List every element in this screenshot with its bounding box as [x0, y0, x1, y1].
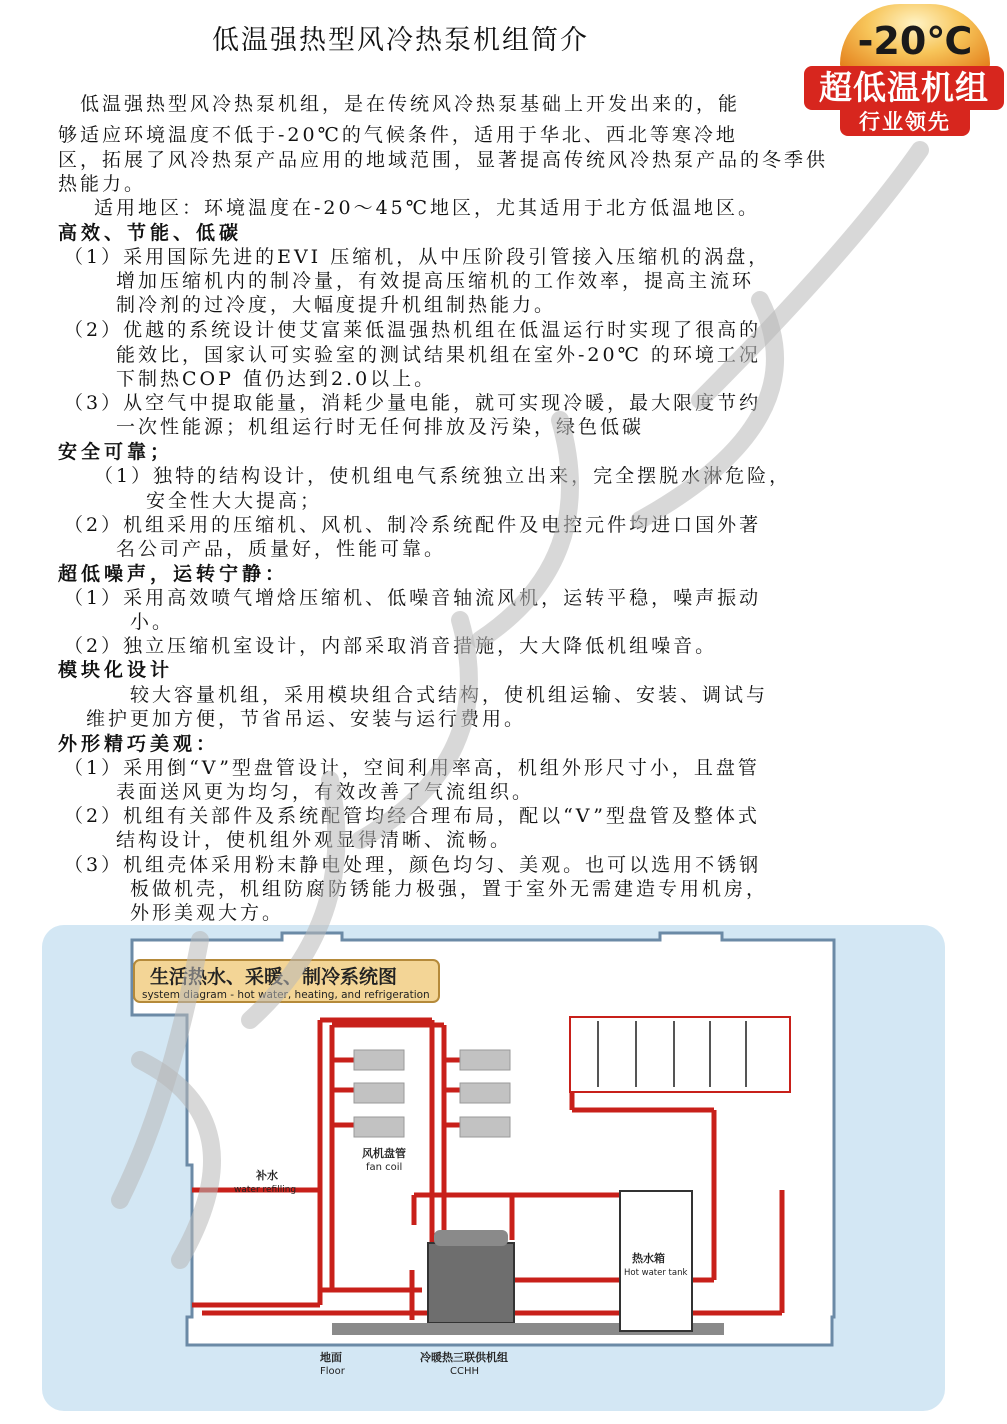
list-item-continuation: 增加压缩机内的制冷量，有效提高压缩机的工作效率，提高主流环 — [116, 270, 755, 292]
refill-label-cn: 补水 — [256, 1169, 278, 1182]
list-item-continuation: 制冷剂的过冷度，大幅度提升机组制热能力。 — [116, 294, 557, 316]
unit-label-en: CCHH — [450, 1366, 480, 1377]
tank-label-en: Hot water tank — [624, 1268, 688, 1278]
list-item: （2）机组有关部件及系统配管均经合理布局，配以“V”型盘管及整体式 — [64, 805, 760, 827]
section-heading-modular: 模块化设计 — [58, 659, 174, 681]
diagram-title-cn: 生活热水、采暖、制冷系统图 — [150, 966, 398, 988]
tank-label-cn: 热水箱 — [632, 1252, 665, 1265]
page-title: 低温强热型风冷热泵机组简介 — [212, 25, 589, 56]
paragraph-line: 较大容量机组，采用模块组合式结构，使机组运输、安装、调试与 — [130, 684, 769, 706]
badge-temperature: -20℃ — [840, 4, 990, 70]
refill-label-en: water refilling — [234, 1185, 297, 1195]
list-item-continuation: 板做机壳，机组防腐防锈能力极强，置于室外无需建造专用机房， — [130, 878, 769, 900]
list-item: （1）采用倒“V”型盘管设计，空间利用率高，机组外形尺寸小，且盘管 — [64, 757, 760, 779]
list-item: （3）机组壳体采用粉末静电处理，颜色均匀、美观。也可以选用不锈钢 — [64, 854, 762, 876]
system-diagram — [42, 925, 945, 1411]
list-item: （1）独特的结构设计，使机组电气系统独立出来，完全摆脱水淋危险， — [94, 465, 792, 487]
list-item: （2）机组采用的压缩机、风机、制冷系统配件及电控元件均进口国外著 — [64, 514, 762, 536]
system-diagram-drawing — [42, 925, 945, 1411]
list-item-continuation: 名公司产品，质量好，性能可靠。 — [116, 538, 447, 560]
list-item-continuation: 安全性大大提高； — [146, 490, 323, 512]
list-item-continuation: 下制热COP 值仍达到2.0以上。 — [116, 368, 437, 390]
region-line: 适用地区：环境温度在-20～45℃地区，尤其适用于北方低温地区。 — [72, 197, 761, 219]
badge-main-label: 超低温机组 — [804, 66, 1004, 110]
list-item-continuation: 表面送风更为均匀，有效改善了气流组织。 — [116, 781, 535, 803]
promo-badge — [800, 4, 1005, 132]
list-item: （2）独立压缩机室设计，内部采取消音措施，大大降低机组噪音。 — [64, 635, 718, 657]
section-heading-safety: 安全可靠； — [58, 441, 174, 463]
floor-heating-panel — [570, 1017, 790, 1092]
diagram-title-en: system diagram - hot water, heating, and refrigeration — [142, 989, 430, 1001]
fan-coil-label-en: fan coil — [366, 1162, 403, 1173]
list-item: （3）从空气中提取能量，消耗少量电能，就可实现冷暖，最大限度节约 — [64, 392, 762, 414]
fan-coil-label-cn: 风机盘管 — [362, 1147, 406, 1160]
intro-line: 低温强热型风冷热泵机组，是在传统风冷热泵基础上开发出来的，能 — [58, 93, 741, 115]
floor-label-en: Floor — [320, 1366, 345, 1377]
floor-label-cn: 地面 — [320, 1351, 342, 1364]
list-item-continuation: 外形美观大方。 — [130, 902, 285, 924]
list-item-continuation: 小。 — [130, 611, 175, 633]
list-item-continuation: 能效比，国家认可实验室的测试结果机组在室外-20℃ 的环境工况 — [116, 344, 761, 366]
section-heading-appearance: 外形精巧美观： — [58, 733, 220, 755]
list-item-continuation: 一次性能源；机组运行时无任何排放及污染，绿色低碳 — [116, 416, 645, 438]
section-heading-noise: 超低噪声，运转宁静： — [58, 563, 289, 585]
unit-label-cn: 冷暖热三联供机组 — [420, 1351, 508, 1364]
heat-pump-unit — [428, 1243, 514, 1323]
intro-line: 够适应环境温度不低于-20℃的气候条件，适用于华北、西北等寒冷地 — [58, 124, 738, 146]
intro-line: 热能力。 — [58, 173, 147, 195]
heat-pump-fan — [434, 1230, 508, 1246]
badge-sub-label: 行业领先 — [840, 108, 970, 136]
list-item: （1）采用高效喷气增焓压缩机、低噪音轴流风机，运转平稳，噪声振动 — [64, 587, 762, 609]
paragraph-line: 维护更加方便，节省吊运、安装与运行费用。 — [86, 708, 527, 730]
list-item: （1）采用国际先进的EVI 压缩机，从中压阶段引管接入压缩机的涡盘， — [64, 246, 771, 268]
list-item-continuation: 结构设计，使机组外观显得清晰、流畅。 — [116, 829, 513, 851]
list-item: （2）优越的系统设计使艾富莱低温强热机组在低温运行时实现了很高的 — [64, 319, 762, 341]
section-heading-efficiency: 高效、节能、低碳 — [58, 222, 243, 244]
intro-line: 区，拓展了风冷热泵产品应用的地域范围，显著提高传统风冷热泵产品的冬季供 — [58, 149, 829, 171]
